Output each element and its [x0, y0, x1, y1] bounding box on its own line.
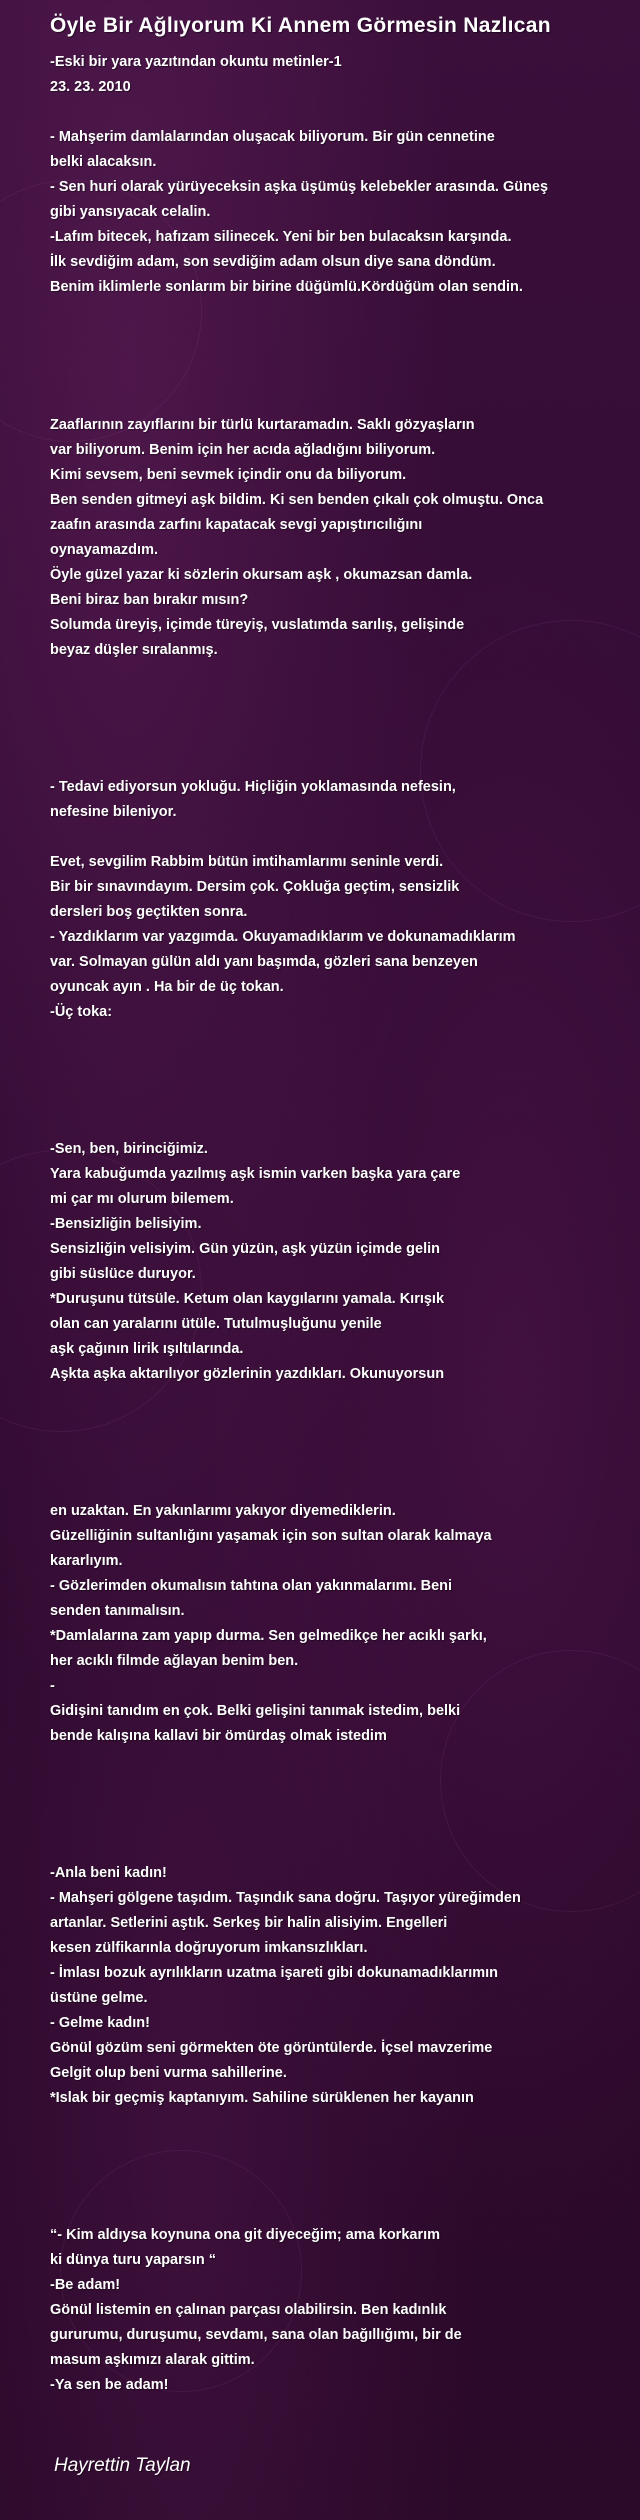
poem-line: kararlıyım. [50, 1553, 123, 1569]
poem-line: Bir bir sınavındayım. Dersim çok. Çokluğa geçtim, sensizlik [50, 879, 460, 895]
poem-line: *Damlalarına zam yapıp durma. Sen gelmedikçe her acıklı şarkı, [50, 1628, 487, 1644]
poem-line: gibi yansıyacak celalin. [50, 204, 211, 220]
poem-line: beyaz düşler sıralanmış. [50, 642, 218, 658]
poem-line: - [50, 1678, 55, 1694]
poem-line: - Yazdıklarım var yazgımda. Okuyamadıklarım ve dokunamadıklarım [50, 929, 516, 945]
poem-line: mi çar mı olurum bilemem. [50, 1191, 234, 1207]
poem-line: - Sen huri olarak yürüyeceksin aşka üşümüş kelebekler arasında. Güneş [50, 179, 549, 195]
stanza-6 [50, 1861, 640, 2111]
stanza-4 [50, 1137, 640, 1387]
poem-line: belki alacaksın. [50, 154, 157, 170]
poem-line: - Gözlerimden okumalısın tahtına olan yakınmalarımı. Beni [50, 1578, 453, 1594]
poem-line: Evet, sevgilim Rabbim bütün imtihamlarımı seninle verdi. [50, 854, 444, 870]
poem-line: artanlar. Setlerini aştık. Serkeş bir halin alisiyim. Engelleri [50, 1915, 448, 1931]
poem-line: -Sen, ben, birinciğimiz. [50, 1141, 208, 1157]
poem-line: gururumu, duruşumu, sevdamı, sana olan bağıllığımı, bir de [50, 2327, 462, 2343]
poem-line: var. Solmayan gülün aldı yanı başımda, gözleri sana benzeyen [50, 954, 478, 970]
poem-line: ki dünya turu yaparsın “ [50, 2252, 216, 2268]
poem-line: Güzelliğinin sultanlığını yaşamak için son sultan olarak kalmaya [50, 1528, 492, 1544]
poem-line: -Üç toka: [50, 1004, 113, 1020]
poem-line: dersleri boş geçtikten sonra. [50, 904, 248, 920]
poem-line: “- Kim aldıysa koynuna ona git diyeceğim; ama korkarım [50, 2227, 441, 2243]
stanza-7 [50, 2223, 640, 2398]
poem-line: - İmlası bozuk ayrılıkların uzatma işareti gibi dokunamadıklarımın [50, 1965, 499, 1981]
poem-line: Zaaflarının zayıflarını bir türlü kurtaramadın. Saklı gözyaşların [50, 417, 475, 433]
stanza-3 [50, 775, 640, 1025]
poem-line: Benim iklimlerle sonlarım bir birine düğümlü.Kördüğüm olan sendin. [50, 279, 523, 295]
poem-date: 23. 23. 2010 [50, 79, 131, 95]
author-signature: Hayrettin Taylan [54, 2455, 191, 2476]
poem-title: Öyle Bir Ağlıyorum Ki Annem Görmesin Nazlıcan [50, 14, 551, 37]
poem-line: Kimi sevsem, beni sevmek içindir onu da biliyorum. [50, 467, 407, 483]
poem-line: *Islak bir geçmiş kaptanıyım. Sahiline sürüklenen her kayanın [50, 2090, 474, 2106]
poem-line: Öyle güzel yazar ki sözlerin okursam aşk , okumazsan damla. [50, 567, 473, 583]
poem-line: Gönül listemin en çalınan parçası olabilirsin. Ben kadınlık [50, 2302, 447, 2318]
poem-line: kesen zülfikarınla doğruyorum imkansızlıkları. [50, 1940, 368, 1956]
poem-line: aşk çağının lirik ışıltılarında. [50, 1341, 244, 1357]
poem-line: gibi süslüce duruyor. [50, 1266, 196, 1282]
poem-line: -Anla beni kadın! [50, 1865, 167, 1881]
poem-line: Gelgit olup beni vurma sahillerine. [50, 2065, 287, 2081]
poem-line: zaafın arasında zarfını kapatacak sevgi yapıştırıcılığını [50, 517, 423, 533]
poem-line: Gidişini tanıdım en çok. Belki gelişini tanımak istedim, belki [50, 1703, 461, 1719]
stanza-2 [50, 413, 640, 663]
poem-line: -Ya sen be adam! [50, 2377, 169, 2393]
poem-line: *Duruşunu tütsüle. Ketum olan kaygılarını yamala. Kırışık [50, 1291, 445, 1307]
poem-line: oynayamazdım. [50, 542, 158, 558]
poem-line: İlk sevdiğim adam, son sevdiğim adam olsun diye sana döndüm. [50, 254, 496, 270]
stanza-5 [50, 1499, 640, 1749]
poem-line: senden tanımalısın. [50, 1603, 185, 1619]
poem-line: her acıklı filmde ağlayan benim ben. [50, 1653, 299, 1669]
poem-line: Solumda üreyiş, içimde türeyiş, vuslatımda sarılış, gelişinde [50, 617, 465, 633]
poem-line: en uzaktan. En yakınlarımı yakıyor diyemediklerin. [50, 1503, 396, 1519]
poem-line: - Mahşerim damlalarından oluşacak biliyorum. Bir gün cennetine [50, 129, 495, 145]
poem-line: Ben senden gitmeyi aşk bildim. Ki sen benden çıkalı çok olmuştu. Onca [50, 492, 544, 508]
poem-line: - Mahşeri gölgene taşıdım. Taşındık sana doğru. Taşıyor yüreğimden [50, 1890, 521, 1906]
poem-line: oyuncak ayın . Ha bir de üç tokan. [50, 979, 284, 995]
poem-line: Beni biraz ban bırakır mısın? [50, 592, 249, 608]
poem-line: üstüne gelme. [50, 1990, 148, 2006]
poem-line: nefesine bileniyor. [50, 804, 177, 820]
poem-subtitle: -Eski bir yara yazıtından okuntu metinler-1 [50, 54, 342, 70]
poem-line: masum aşkımızı alarak gittim. [50, 2352, 255, 2368]
poem-line: Sensizliğin velisiyim. Gün yüzün, aşk yüzün içimde gelin [50, 1241, 440, 1257]
poem-line: - Gelme kadın! [50, 2015, 150, 2031]
poem-line: -Lafım bitecek, hafızam silinecek. Yeni bir ben bulacaksın karşında. [50, 229, 512, 245]
poem-line: var biliyorum. Benim için her acıda ağladığını biliyorum. [50, 442, 436, 458]
poem-line: Aşkta aşka aktarılıyor gözlerinin yazdıkları. Okunuyorsun [50, 1366, 445, 1382]
poem-line: bende kalışına kallavi bir ömürdaş olmak istedim [50, 1728, 387, 1744]
stanza-1 [50, 125, 640, 300]
poem-line: -Be adam! [50, 2277, 121, 2293]
poem-line: Yara kabuğumda yazılmış aşk ismin varken başka yara çare [50, 1166, 461, 1182]
poem-line: olan can yaralarını ütüle. Tutulmuşluğunu yenile [50, 1316, 382, 1332]
poem-line: -Bensizliğin belisiyim. [50, 1216, 202, 1232]
poem-line: - Tedavi ediyorsun yokluğu. Hiçliğin yoklamasında nefesin, [50, 779, 456, 795]
poem-line: Gönül gözüm seni görmekten öte görüntülerde. İçsel mavzerime [50, 2040, 493, 2056]
